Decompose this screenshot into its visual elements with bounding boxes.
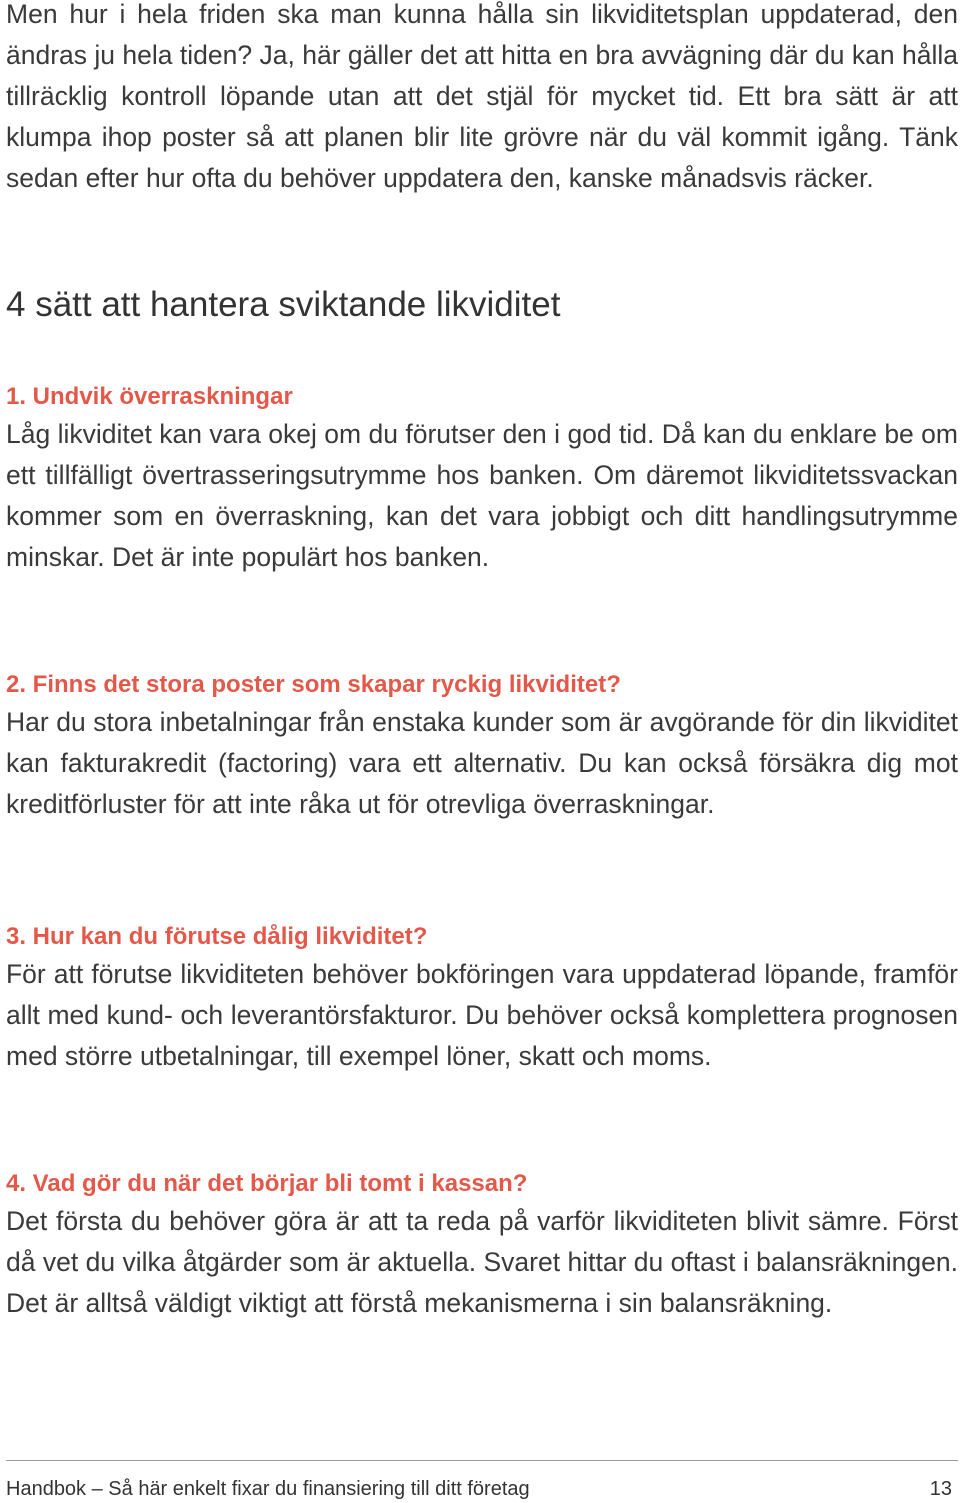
item-heading: 3. Hur kan du förutse dålig likviditet?	[6, 923, 428, 950]
list-item	[6, 1167, 958, 1324]
item-body: Har du stora inbetalningar från enstaka kunder som är avgörande för din likviditet kan fakturakredit (factoring) vara ett alternativ. Du kan också försäkra dig mot kreditförluster för att inte råka ut för otrevliga överraskningar.	[6, 707, 958, 819]
item-body: Det första du behöver göra är att ta reda på varför likviditeten blivit sämre. Först då vet du vilka åtgärder som är aktuella. Svaret hittar du oftast i balansräkningen. Det är alltså väldigt viktigt att förstå mekanismerna i sin balansräkning.	[6, 1206, 958, 1318]
page-number: 13	[929, 1478, 952, 1500]
section-title: 4 sätt att hantera sviktande likviditet	[6, 285, 561, 324]
page-footer	[6, 1460, 958, 1503]
item-heading: 2. Finns det stora poster som skapar ryckig likviditet?	[6, 671, 621, 698]
item-body: För att förutse likviditeten behöver bokföringen vara uppdaterad löpande, framför allt med kund- och leverantörsfakturor. Du behöver också komplettera prognosen med större utbetalningar, till exempel löner, skatt och moms.	[6, 959, 958, 1071]
item-heading: 1. Undvik överraskningar	[6, 383, 293, 410]
list-item	[6, 380, 958, 578]
footer-title: Handbok – Så här enkelt fixar du finansiering till ditt företag	[6, 1478, 530, 1500]
item-body: Låg likviditet kan vara okej om du förutser den i god tid. Då kan du enklare be om ett tillfälligt övertrasseringsutrymme hos banken. Om däremot likviditetssvackan kommer som en överraskning, kan det vara jobbigt och ditt handlingsutrymme minskar. Det är inte populärt hos banken.	[6, 419, 958, 572]
list-item	[6, 668, 958, 825]
item-heading: 4. Vad gör du när det börjar bli tomt i kassan?	[6, 1170, 528, 1197]
list-item	[6, 920, 958, 1077]
intro-paragraph: Men hur i hela friden ska man kunna hålla sin likviditetsplan uppdaterad, den ändras ju hela tiden? Ja, här gäller det att hitta en bra avvägning där du kan hålla tillräcklig kontroll löpande utan att det stjäl för mycket tid. Ett bra sätt är att klumpa ihop poster så att planen blir lite grövre när du väl kommit igång. Tänk sedan efter hur ofta du behöver uppdatera den, kanske månadsvis räcker.	[6, 0, 958, 193]
